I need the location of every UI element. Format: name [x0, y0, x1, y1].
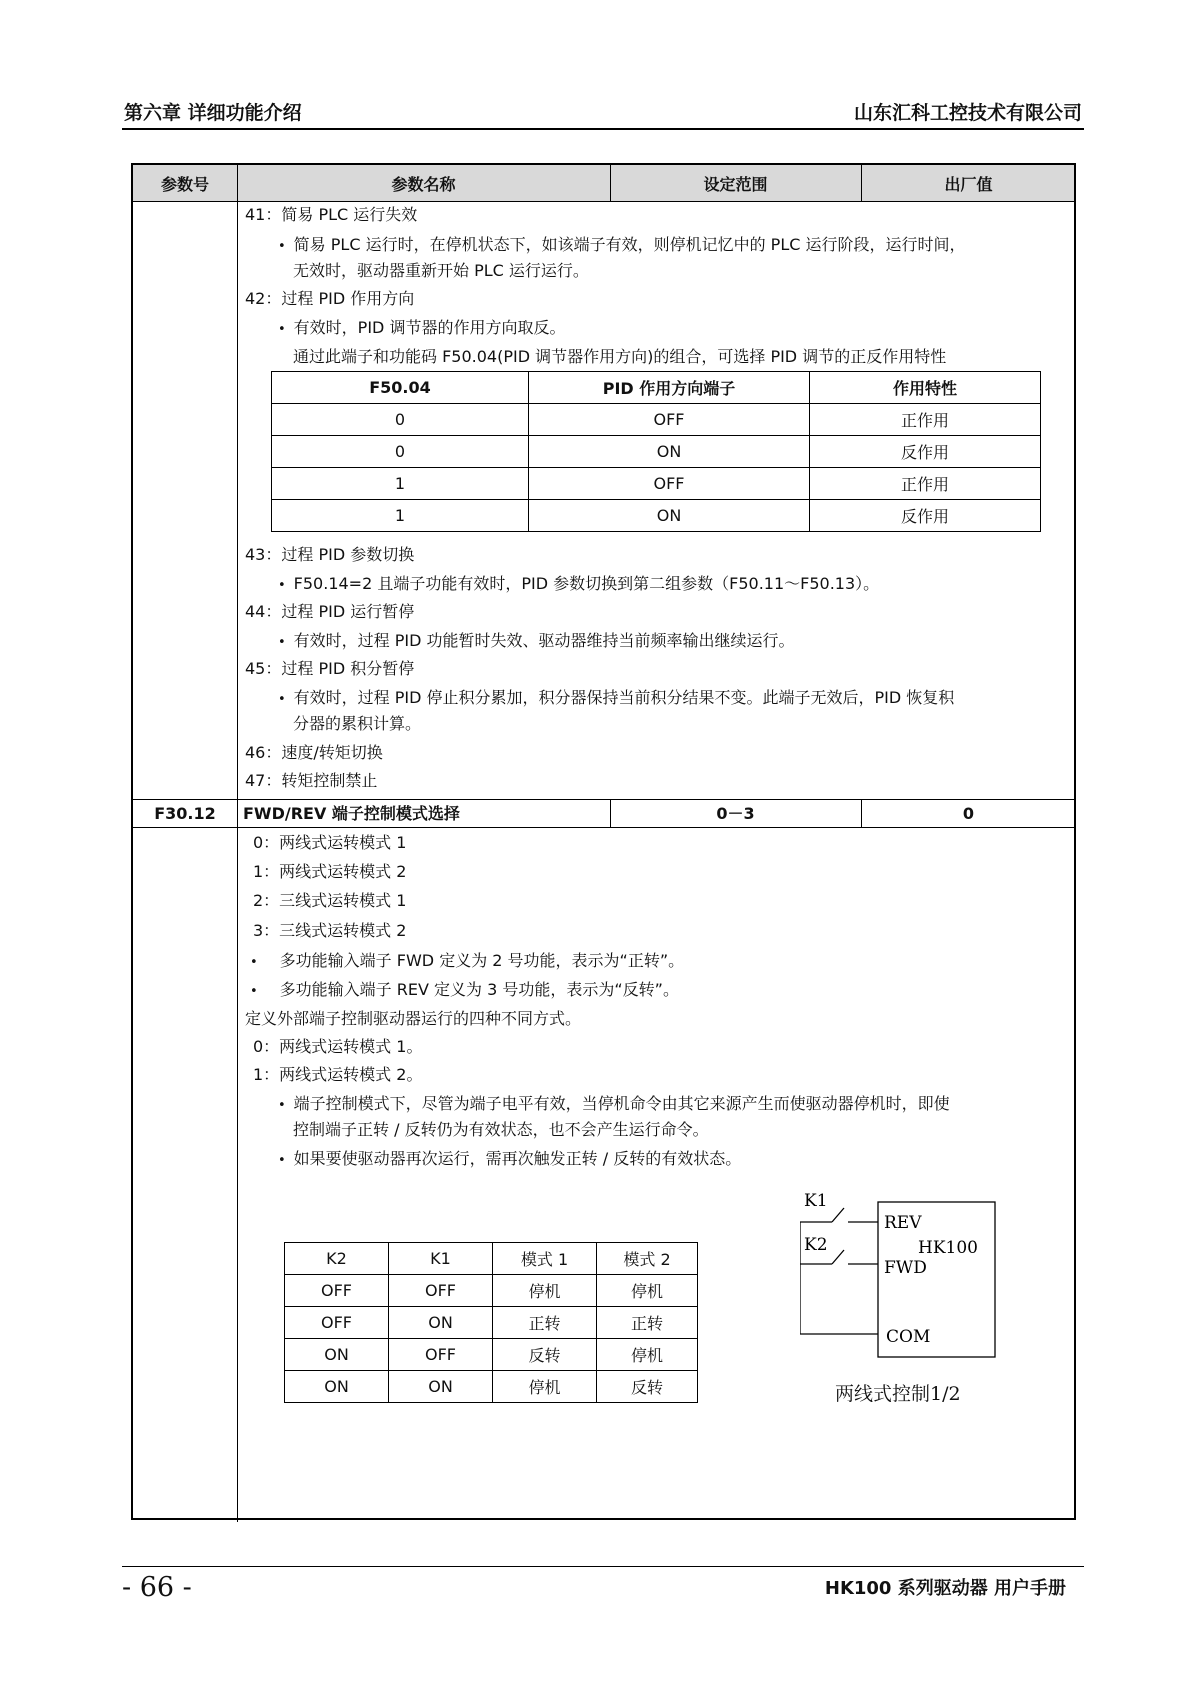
- table-cell: 停机: [493, 1371, 597, 1403]
- item-41-bullet: • 简易 PLC 运行时，在停机状态下，如该端子有效，则停机记忆中的 PLC 运行阶段，运行时间，: [278, 235, 966, 254]
- table-row: [272, 436, 1041, 468]
- item-42: 42：过程 PID 作用方向: [245, 289, 415, 308]
- table-cell: 正转: [493, 1307, 597, 1339]
- table-row: [272, 372, 1041, 404]
- table-header-cell: 模式 2: [597, 1243, 698, 1275]
- k2-switch: [832, 1250, 844, 1264]
- item-44-bullet: • 有效时，过程 PID 功能暂时失效、驱动器维持当前频率输出继续运行。: [278, 631, 795, 650]
- table-cell: 正作用: [810, 404, 1041, 436]
- k-switch-table: [284, 1242, 698, 1403]
- k1-switch: [832, 1208, 844, 1222]
- rev-label: REV: [884, 1213, 922, 1233]
- table-row: [285, 1307, 698, 1339]
- mode-1: 1：两线式运转模式 2: [253, 862, 407, 881]
- table-header-cell: K2: [285, 1243, 389, 1275]
- table-row: [272, 404, 1041, 436]
- table-cell: 停机: [597, 1339, 698, 1371]
- table-header-cell: 作用特性: [810, 372, 1041, 404]
- definition: 定义外部端子控制驱动器运行的四种不同方式。: [245, 1009, 582, 1028]
- table-header-cell: K1: [389, 1243, 493, 1275]
- item-42-bullet: • 有效时，PID 调节器的作用方向取反。: [278, 318, 566, 337]
- two-wire-control-diagram: [800, 1188, 1010, 1358]
- header-rule: [122, 128, 1084, 130]
- note-1: • 端子控制模式下，尽管为端子电平有效，当停机命令由其它来源产生而使驱动器停机时，即使: [278, 1094, 950, 1113]
- item-41-bullet-cont: 无效时，驱动器重新开始 PLC 运行运行。: [293, 261, 589, 280]
- col-range: 设定范围: [703, 175, 768, 194]
- table-header-cell: F50.04: [272, 372, 529, 404]
- col-divider-2a: [610, 165, 611, 201]
- table-cell: ON: [389, 1371, 493, 1403]
- param-default: 0: [962, 804, 975, 823]
- k2-label: K2: [804, 1235, 828, 1255]
- table-header-cell: PID 作用方向端子: [529, 372, 810, 404]
- param-range: 0－3: [716, 804, 755, 823]
- rev-bullet: • 多功能输入端子 REV 定义为 3 号功能，表示为“反转”。: [250, 980, 679, 999]
- footer-rule: [122, 1566, 1084, 1567]
- header-divider: [133, 201, 1074, 202]
- table-cell: OFF: [389, 1275, 493, 1307]
- item-45: 45：过程 PID 积分暂停: [245, 659, 415, 678]
- table-cell: ON: [285, 1339, 389, 1371]
- row-divider-bottom: [133, 827, 1074, 828]
- item-42-note: 通过此端子和功能码 F50.04(PID 调节器作用方向)的组合，可选择 PID 调节的正反作用特性: [293, 347, 947, 366]
- table-cell: ON: [529, 436, 810, 468]
- item-41: 41：简易 PLC 运行失效: [245, 205, 418, 224]
- item-45-bullet-cont: 分器的累积计算。: [293, 714, 422, 733]
- table-header-row: [133, 165, 1074, 201]
- table-row: [272, 500, 1041, 532]
- table-cell: 正作用: [810, 468, 1041, 500]
- table-cell: OFF: [529, 468, 810, 500]
- table-cell: 反作用: [810, 500, 1041, 532]
- table-row: [285, 1275, 698, 1307]
- col-param-no: 参数号: [160, 175, 209, 194]
- table-row: [272, 468, 1041, 500]
- fwd-label: FWD: [884, 1258, 927, 1278]
- table-cell: ON: [285, 1371, 389, 1403]
- k1-label: K1: [804, 1191, 828, 1211]
- param-name: FWD/REV 端子控制模式选择: [243, 804, 460, 823]
- table-header-cell: 模式 1: [493, 1243, 597, 1275]
- note-2: • 如果要使驱动器再次运行，需再次触发正转 / 反转的有效状态。: [278, 1149, 742, 1168]
- table-cell: 停机: [597, 1275, 698, 1307]
- desc-mode-1: 1：两线式运转模式 2。: [253, 1065, 423, 1084]
- item-44: 44：过程 PID 运行暂停: [245, 602, 415, 621]
- pid-direction-table: [271, 371, 1041, 532]
- table-cell: 反转: [597, 1371, 698, 1403]
- chapter-title: 第六章 详细功能介绍: [124, 102, 302, 124]
- table-row: [285, 1371, 698, 1403]
- table-cell: ON: [389, 1307, 493, 1339]
- col-default: 出厂值: [944, 175, 993, 194]
- table-row: [285, 1339, 698, 1371]
- fwd-bullet: • 多功能输入端子 FWD 定义为 2 号功能，表示为“正转”。: [250, 951, 685, 970]
- mode-3: 3：三线式运转模式 2: [253, 921, 407, 940]
- item-43: 43：过程 PID 参数切换: [245, 545, 415, 564]
- item-46: 46：速度/转矩切换: [245, 743, 383, 762]
- col-divider-1: [237, 165, 238, 1522]
- diagram-caption: 两线式控制1/2: [835, 1383, 961, 1405]
- table-cell: 正转: [597, 1307, 698, 1339]
- item-45-bullet: • 有效时，过程 PID 停止积分累加，积分器保持当前积分结果不变。此端子无效后，PID 恢复积: [278, 688, 955, 707]
- table-cell: 反作用: [810, 436, 1041, 468]
- com-label: COM: [886, 1327, 931, 1347]
- item-43-bullet: • F50.14=2 且端子功能有效时，PID 参数切换到第二组参数（F50.11～F50.13）。: [278, 574, 880, 593]
- manual-title: HK100 系列驱动器 用户手册: [824, 1578, 1066, 1599]
- desc-mode-0: 0：两线式运转模式 1。: [253, 1037, 423, 1056]
- page-number: - 66 -: [122, 1572, 192, 1603]
- table-cell: 0: [272, 404, 529, 436]
- table-cell: 1: [272, 500, 529, 532]
- param-code: F30.12: [154, 804, 216, 823]
- table-cell: 反转: [493, 1339, 597, 1371]
- table-cell: 0: [272, 436, 529, 468]
- table-cell: 1: [272, 468, 529, 500]
- mode-0: 0：两线式运转模式 1: [253, 833, 407, 852]
- company-name: 山东汇科工控技术有限公司: [853, 102, 1082, 124]
- note-1-cont: 控制端子正转 / 反转仍为有效状态，也不会产生运行命令。: [293, 1120, 709, 1139]
- table-cell: OFF: [285, 1307, 389, 1339]
- table-cell: OFF: [285, 1275, 389, 1307]
- item-47: 47：转矩控制禁止: [245, 771, 378, 790]
- table-cell: ON: [529, 500, 810, 532]
- table-row: [285, 1243, 698, 1275]
- device-label: HK100: [918, 1238, 978, 1258]
- col-param-name: 参数名称: [391, 175, 456, 194]
- table-cell: 停机: [493, 1275, 597, 1307]
- mode-2: 2：三线式运转模式 1: [253, 891, 407, 910]
- table-cell: OFF: [389, 1339, 493, 1371]
- col-divider-3a: [861, 165, 862, 201]
- table-cell: OFF: [529, 404, 810, 436]
